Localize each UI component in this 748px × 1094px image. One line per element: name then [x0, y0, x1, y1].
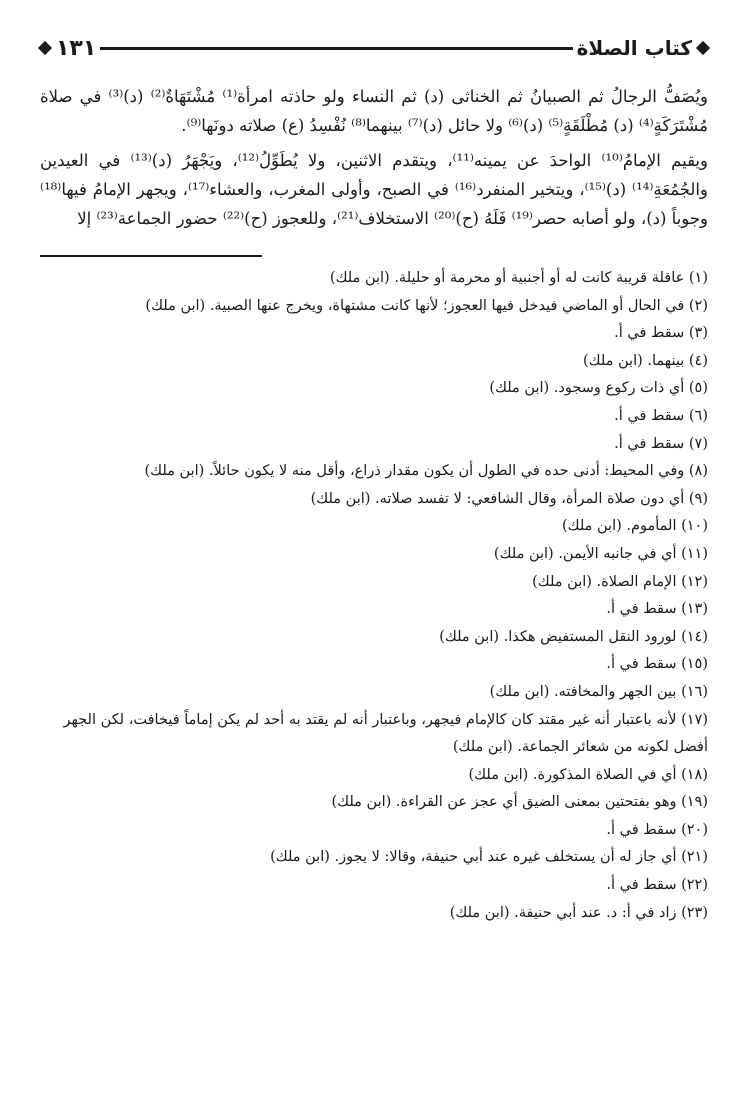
main-text [40, 82, 708, 233]
header-rule [100, 47, 572, 50]
footnote: (١٧) لأنه باعتبار أنه غير مقتد كان كالإمام فيجهر، وباعتبار أنه لم يقتد به أحد لم يكن إماماً فيخافت، لكن الجهر أفضل لكونه من شعائر الجماعة. (ابن ملك) [63, 711, 708, 756]
paragraph: ويُصَفُّ الرجالُ ثم الصبيانُ ثم الخناثى (د) ثم النساء ولو حاذته امرأة⁽¹⁾ مُشْتَهَاةٌ⁽²⁾ (د)⁽³⁾ في صلاة مُشْتَرَكَةٍ⁽⁴⁾ (د) مُطْلَقَةٍ⁽⁵⁾ (د)⁽⁶⁾ ولا حائل (د)⁽⁷⁾ بينهما⁽⁸⁾ نُفْسِدُ (ع) صلاته دونَها⁽⁹⁾. [40, 87, 708, 135]
footnote: (٨) وفي المحيط: أدنى حده في الطول أن يكون مقدار ذراع، وأقل منه لا يكون حائلاً. (ابن ملك) [144, 463, 708, 480]
diamond-ornament-icon [38, 41, 52, 55]
footnotes [40, 265, 708, 927]
footnote: (٦) سقط في أ. [614, 407, 708, 424]
footnote: (١٠) المأموم. (ابن ملك) [561, 518, 708, 535]
footnote: (٢٠) سقط في أ. [606, 821, 708, 838]
running-title [577, 36, 708, 60]
footnote: (٢١) أي جاز له أن يستخلف غيره عند أبي حنيفة، وقالا: لا يجوز. (ابن ملك) [270, 849, 708, 866]
paragraph: ويقيم الإمامُ⁽¹⁰⁾ الواحدَ عن يمينه⁽¹¹⁾، ويتقدم الاثنين، ولا يُطَوِّلُ⁽¹²⁾، ويَجْهَرُ (د)⁽¹³⁾ في العيدين والجُمُعَةِ⁽¹⁴⁾ (د)⁽¹⁵⁾، ويتخير المنفرد⁽¹⁶⁾ في الصبح، وأولى المغرب، والعشاء⁽¹⁷⁾، ويجهر الإمامُ فيها⁽¹⁸⁾ وجوباً (د)، ولو أصابه حصر⁽¹⁹⁾ فَلَهُ (ح)⁽²⁰⁾ الاستخلاف⁽²¹⁾، وللعجوز (ح)⁽²²⁾ حضور الجماعة⁽²³⁾ إلا [40, 151, 708, 228]
footnote: (١٨) أي في الصلاة المذكورة. (ابن ملك) [468, 766, 708, 783]
page-number [40, 36, 96, 61]
book-page [40, 28, 708, 927]
footnote: (١٩) وهو بفتحتين بمعنى الضيق أي عجز عن القراءة. (ابن ملك) [331, 794, 708, 811]
page-header [40, 28, 708, 68]
footnote: (١) عاقلة قريبة كانت له أو أجنبية أو محرمة أو حليلة. (ابن ملك) [329, 270, 708, 286]
footnote-separator [40, 255, 262, 257]
diamond-ornament-icon [696, 41, 710, 55]
footnote: (١٣) سقط في أ. [606, 601, 708, 618]
footnote: (٤) بينهما. (ابن ملك) [582, 352, 708, 369]
footnote: (٢) في الحال أو الماضي فيدخل فيها العجوز؛ لأنها كانت مشتهاة، ويخرج عنها الصبية. (ابن ملك) [145, 297, 708, 314]
footnote: (٧) سقط في أ. [614, 435, 708, 452]
footnote: (٣) سقط في أ. [614, 325, 708, 342]
footnote: (٢٣) زاد في أ: د. عند أبي حنيفة. (ابن ملك) [449, 904, 708, 921]
running-title-text: كتاب الصلاة [576, 36, 692, 60]
footnote: (١٥) سقط في أ. [606, 656, 708, 673]
footnote: (٢٢) سقط في أ. [606, 877, 708, 894]
footnote: (١٤) لورود النقل المستفيض هكذا. (ابن ملك) [439, 628, 708, 645]
footnote: (١١) أي في جانبه الأيمن. (ابن ملك) [493, 545, 708, 562]
footnote: (١٦) بين الجهر والمخافته. (ابن ملك) [489, 683, 708, 700]
footnote: (١٢) الإمام الصلاة. (ابن ملك) [532, 573, 708, 590]
footnote: (٥) أي ذات ركوع وسجود. (ابن ملك) [489, 380, 708, 397]
page-number-text: ١٣١ [56, 35, 97, 61]
footnote: (٩) أي دون صلاة المرأة، وقال الشافعي: لا تفسد صلاته. (ابن ملك) [310, 490, 708, 507]
